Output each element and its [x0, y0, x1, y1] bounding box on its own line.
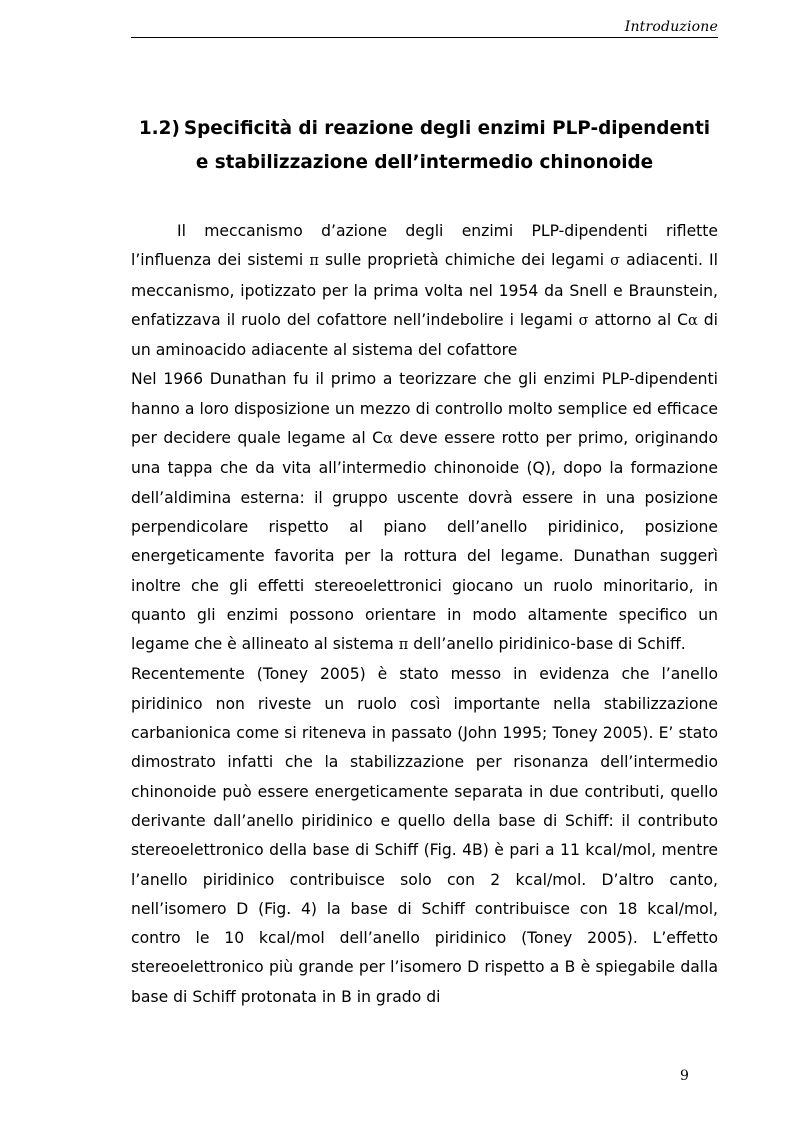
sigma-symbol: σ [610, 253, 621, 270]
paragraph-3: Recentemente (Toney 2005) è stato messo in evidenza che l’anello piridinico non riveste un ruolo così importante nella stabilizzazione carbanionica come si riteneva in passato (John 1995; Toney 2005). E’ stato dimostrato infatti che la stabilizzazione per risonanza dell’intermedio chinonoide può essere energeticamente separata in due contributi, quello derivante dall’anello piridinico e quello della base di Schiff: il contributo stereoelettronico della base di Schiff (Fig. 4B) è pari a 11 kcal/mol, mentre l’anello piridinico contribuisce solo con 2 kcal/mol. D’altro canto, nell’isomero D (Fig. 4) la base di Schiff contribuisce con 18 kcal/mol, contro le 10 kcal/mol dell’anello piridinico (Toney 2005). L’effetto stereoelettronico più grande per l’isomero D rispetto a B è spiegabile dalla base di Schiff protonata in B in grado di [131, 665, 718, 1006]
c-letter: C [677, 310, 688, 329]
section-title-line-2: e stabilizzazione dell’intermedio chinonoide [195, 152, 654, 173]
paragraph-2 [131, 365, 718, 660]
pi-symbol: π [398, 637, 409, 654]
paragraph-1-text-e: di un aminoacido adiacente al sistema del cofattore [131, 310, 718, 360]
running-header: Introduzione [624, 19, 718, 35]
sigma-symbol: σ [578, 312, 589, 329]
section-title [131, 112, 718, 180]
paragraph-1-text-c: adiacenti. Il meccanismo, ipotizzato per la prima volta nel 1954 da Snell e Braunstein, enfatizzava il ruolo del cofattore nell’indebolire i legami [131, 251, 718, 329]
paragraph-1 [131, 217, 718, 365]
body-text [131, 217, 718, 1012]
page-number: 9 [680, 1068, 689, 1084]
paragraph-2-text-a: Nel 1966 Dunathan fu il primo a teorizzare che gli enzimi PLP-dipendenti hanno a loro disposizione un mezzo di controllo molto semplice ed efficace per decidere quale legame al [131, 370, 718, 448]
c-alpha-symbol [372, 429, 393, 447]
alpha-symbol: α [688, 312, 698, 329]
section-title-text-1: Specificità di reazione degli enzimi PLP-dipendenti [183, 118, 711, 139]
c-alpha-symbol [677, 311, 698, 329]
paragraph-2-text-b: deve essere rotto per primo, originando una tappa che da vita all’intermedio chinonoide (Q), dopo la formazione dell’aldimina esterna: il gruppo uscente dovrà essere in una posizione perpendicolare rispetto al piano dell’anello piridinico, posizione energeticamente favorita per la rottura del legame. Dunathan suggerì inoltre che gli effetti stereoelettronici giocano un ruolo minoritario, in quanto gli enzimi possono orientare in modo altamente specifico un legame che è allineato al sistema [131, 429, 718, 654]
alpha-symbol: α [383, 431, 393, 448]
header-rule [131, 37, 718, 38]
section-number: 1.2) [138, 118, 180, 139]
c-letter: C [372, 429, 384, 448]
paragraph-2-text-c: dell’anello piridinico-base di Schiff. [413, 635, 686, 654]
paragraph-1-text-a: Il meccanismo d’azione degli enzimi PLP-dipendenti riflette l’influenza dei sistemi [131, 222, 718, 270]
paragraph-1-text-b: sulle proprietà chimiche dei legami [324, 251, 605, 270]
paragraph-1-text-d: attorno al [594, 310, 672, 329]
pi-symbol: π [309, 253, 319, 270]
section-title-line-1 [131, 112, 718, 146]
